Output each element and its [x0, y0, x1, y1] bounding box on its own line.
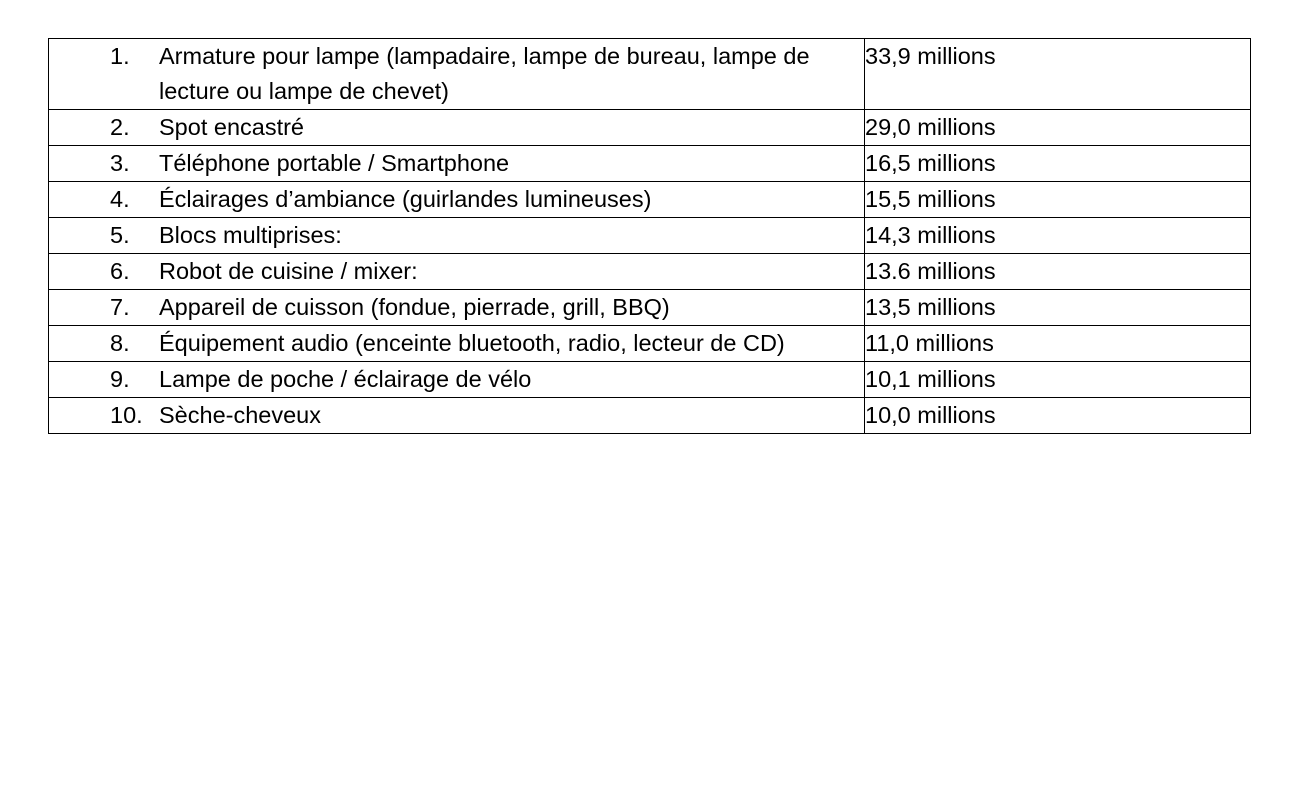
item-number: 1.	[110, 43, 130, 69]
table-row	[49, 146, 1251, 182]
item-number: 10.	[110, 402, 143, 428]
item-wrap	[49, 182, 864, 217]
item-value: 14,3 millions	[865, 222, 996, 248]
value-cell	[865, 182, 1251, 218]
item-wrap	[49, 110, 864, 145]
item-label: Équipement audio (enceinte bluetooth, radio, lecteur de CD)	[159, 330, 785, 356]
item-value: 16,5 millions	[865, 150, 996, 176]
item-number: 8.	[110, 330, 130, 356]
ranking-table	[48, 38, 1251, 434]
value-cell	[865, 39, 1251, 110]
value-cell	[865, 290, 1251, 326]
item-wrap	[49, 398, 864, 433]
item-value: 10,0 millions	[865, 402, 996, 428]
table-row	[49, 218, 1251, 254]
item-number: 5.	[110, 222, 130, 248]
item-label: Éclairages d’ambiance (guirlandes lumineuses)	[159, 186, 652, 212]
item-label: Robot de cuisine / mixer:	[159, 258, 418, 284]
item-cell	[49, 290, 865, 326]
item-number: 9.	[110, 366, 130, 392]
value-cell	[865, 254, 1251, 290]
item-value: 10,1 millions	[865, 366, 996, 392]
item-value: 13.6 millions	[865, 258, 996, 284]
item-wrap	[49, 362, 864, 397]
value-cell	[865, 326, 1251, 362]
item-label: Lampe de poche / éclairage de vélo	[159, 366, 532, 392]
item-wrap	[49, 254, 864, 289]
item-cell	[49, 182, 865, 218]
table-row	[49, 182, 1251, 218]
item-cell	[49, 326, 865, 362]
item-number: 6.	[110, 258, 130, 284]
item-label: Armature pour lampe (lampadaire, lampe de bureau, lampe de lecture ou lampe de chevet)	[159, 43, 810, 104]
item-cell	[49, 218, 865, 254]
value-cell	[865, 110, 1251, 146]
item-cell	[49, 254, 865, 290]
item-number: 7.	[110, 294, 130, 320]
item-wrap	[49, 39, 864, 109]
item-wrap	[49, 326, 864, 361]
table-row	[49, 110, 1251, 146]
value-cell	[865, 362, 1251, 398]
item-label: Spot encastré	[159, 114, 305, 140]
value-cell	[865, 398, 1251, 434]
item-cell	[49, 398, 865, 434]
value-cell	[865, 218, 1251, 254]
item-wrap	[49, 146, 864, 181]
item-number: 2.	[110, 114, 130, 140]
item-value: 11,0 millions	[865, 330, 994, 356]
table-row	[49, 290, 1251, 326]
item-wrap	[49, 290, 864, 325]
table-row	[49, 326, 1251, 362]
item-value: 13,5 millions	[865, 294, 996, 320]
table-row	[49, 398, 1251, 434]
item-cell	[49, 110, 865, 146]
item-cell	[49, 362, 865, 398]
item-value: 33,9 millions	[865, 43, 996, 69]
item-label: Appareil de cuisson (fondue, pierrade, grill, BBQ)	[159, 294, 670, 320]
value-cell	[865, 146, 1251, 182]
item-value: 15,5 millions	[865, 186, 996, 212]
item-wrap	[49, 218, 864, 253]
item-cell	[49, 39, 865, 110]
item-label: Téléphone portable / Smartphone	[159, 150, 510, 176]
item-number: 4.	[110, 186, 130, 212]
table-row	[49, 39, 1251, 110]
table-row	[49, 362, 1251, 398]
item-label: Blocs multiprises:	[159, 222, 342, 248]
item-number: 3.	[110, 150, 130, 176]
item-cell	[49, 146, 865, 182]
table-row	[49, 254, 1251, 290]
table-body	[49, 39, 1251, 434]
item-label: Sèche-cheveux	[159, 402, 321, 428]
item-value: 29,0 millions	[865, 114, 996, 140]
